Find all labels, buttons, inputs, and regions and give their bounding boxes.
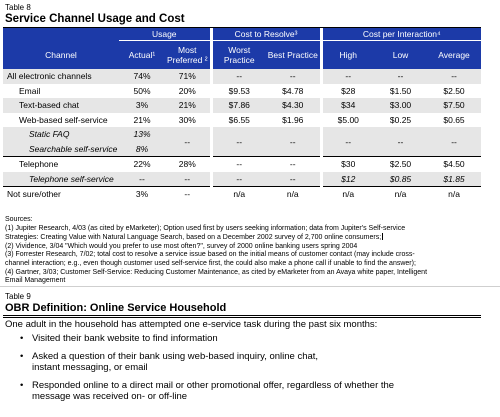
text-cursor: [382, 233, 383, 240]
row-average: $7.50: [427, 98, 481, 113]
row-actual: 22%: [119, 157, 165, 172]
list-item-text: instant messaging, or email: [32, 362, 148, 373]
table-row: [3, 84, 481, 99]
row-average: $0.65: [443, 114, 465, 125]
row-best: $1.96: [282, 114, 304, 125]
source-line: (4) Gartner, 3/03; Customer Self-Service: Reducing Customer Maintenance, as cited by eMarketer from an Avaya white paper, Intelligent: [5, 268, 428, 276]
row-average: $4.50: [427, 157, 481, 172]
row-best: --: [266, 127, 321, 157]
row-best: $4.30: [266, 98, 321, 113]
row-average: --: [427, 69, 481, 84]
row-low: $0.85: [374, 172, 427, 187]
row-channel: Telephone: [3, 157, 119, 172]
row-average: n/a: [427, 187, 481, 202]
row-low: $2.50: [374, 157, 427, 172]
row-high: $12: [321, 172, 374, 187]
row-best: $4.78: [282, 85, 304, 96]
source-line: (2) Vividence, 3/04 "Which would you prefer to use most often?", survey of 2000 online banking users spring 2004: [5, 242, 358, 250]
row-best: --: [266, 69, 321, 84]
list-item: [20, 351, 460, 373]
row-best: --: [266, 172, 321, 187]
table-9-rule: [3, 315, 481, 316]
header-cost-per-interaction: Cost per Interaction⁴: [321, 28, 481, 41]
row-channel: Text-based chat: [3, 98, 119, 113]
table-8-title: Service Channel Usage and Cost: [5, 13, 185, 25]
row-high: $5.00: [321, 113, 374, 128]
row-actual: 13%: [119, 127, 165, 142]
bullet-icon: •: [20, 351, 24, 362]
row-worst: $7.86: [211, 98, 266, 113]
row-worst: --: [211, 157, 266, 172]
row-actual: 3%: [119, 98, 165, 113]
row-worst: $6.55: [211, 113, 266, 128]
row-channel: All electronic channels: [3, 69, 119, 84]
row-preferred: --: [165, 127, 211, 157]
header-row-groups: [3, 28, 481, 41]
row-worst: --: [211, 69, 266, 84]
sources-notes: [5, 216, 475, 286]
row-average: $2.50: [443, 85, 465, 96]
row-low: --: [374, 69, 427, 84]
row-actual: 8%: [119, 142, 165, 157]
row-high: $30: [321, 157, 374, 172]
row-worst: $9.53: [211, 84, 266, 99]
row-high: --: [321, 127, 374, 157]
header-blank: [3, 28, 119, 41]
row-worst: --: [211, 127, 266, 157]
header-actual: Actual¹: [119, 41, 165, 70]
table-row: [3, 113, 481, 128]
row-best: n/a: [266, 187, 321, 202]
list-item-text: Visited their bank website to find information: [32, 333, 218, 344]
section-divider: [0, 286, 500, 287]
list-item-text: Responded online to a direct mail or other promotional offer, regardless of whether the: [32, 380, 395, 391]
definition-list: [20, 333, 460, 409]
service-channel-table: [3, 28, 481, 202]
table-9-label: Table 9: [5, 292, 31, 301]
row-preferred: 30%: [178, 114, 196, 125]
header-row-columns: [3, 41, 481, 70]
table-row: [3, 172, 481, 187]
table-9-title: OBR Definition: Online Service Household: [5, 302, 227, 314]
header-average: Average: [427, 41, 481, 70]
row-channel: Searchable self-service: [3, 142, 119, 157]
table-row: [3, 69, 481, 84]
row-channel: Email: [19, 85, 41, 96]
table-9-intro: One adult in the household has attempted one e-service task during the past six months:: [5, 319, 378, 330]
row-preferred: --: [165, 187, 211, 202]
source-line: (3) Forrester Research, 7/02; total cost to resolve a service issue based on the initial means of customer contact (may include cross-: [5, 251, 415, 259]
row-low: $0.25: [389, 114, 412, 125]
row-high: --: [321, 69, 374, 84]
list-item-text: Asked a question of their bank using web-based inquiry, online chat,: [32, 351, 319, 362]
row-actual: 3%: [119, 187, 165, 202]
row-actual: --: [119, 172, 165, 187]
row-best: --: [266, 157, 321, 172]
row-preferred: 28%: [165, 157, 211, 172]
list-item: [20, 333, 460, 344]
sources-heading: Sources:: [5, 216, 33, 223]
row-channel: Telephone self-service: [3, 172, 119, 187]
row-high: $34: [321, 98, 374, 113]
row-channel: Web-based self-service: [19, 114, 108, 125]
row-low: n/a: [374, 187, 427, 202]
row-actual: 74%: [119, 69, 165, 84]
header-cost-to-resolve: Cost to Resolve³: [211, 28, 321, 41]
bullet-icon: •: [20, 333, 24, 344]
header-usage: Usage: [119, 28, 211, 41]
header-high: High: [321, 41, 374, 70]
table-row: [3, 157, 481, 172]
row-worst: --: [211, 172, 266, 187]
row-worst: n/a: [211, 187, 266, 202]
bullet-icon: •: [20, 380, 24, 391]
row-low: $3.00: [374, 98, 427, 113]
row-actual: 21%: [133, 114, 151, 125]
header-channel: Channel: [3, 41, 119, 70]
header-most-preferred: Most Preferred ²: [165, 41, 211, 70]
table-row: [3, 98, 481, 113]
row-preferred: 21%: [165, 98, 211, 113]
row-average: $1.85: [427, 172, 481, 187]
table-row: [3, 127, 481, 142]
source-line-text: Strategies: Creating Value with Natural Language Search, based on a December 2002 survey of 2,700 online consumers;: [5, 234, 382, 242]
list-item: [20, 380, 460, 402]
row-actual: 50%: [133, 85, 151, 96]
header-worst-practice: Worst Practice: [211, 41, 266, 70]
source-line: Email Management: [5, 277, 66, 285]
source-line: channel interaction; e.g., even though customer used self-service first, the could also make a phone call if unable to find the answer);: [5, 259, 416, 267]
source-line: (1) Jupiter Research, 4/03 (as cited by eMarketer); Option used first by users seeking information; data from Jupiter's Self-service: [5, 224, 406, 232]
row-channel: Not sure/other: [3, 187, 119, 202]
header-best-practice: Best Practice: [266, 41, 321, 70]
row-low: --: [374, 127, 427, 157]
table-9-rule: [3, 317, 481, 318]
row-average: --: [427, 127, 481, 157]
row-preferred: --: [165, 172, 211, 187]
row-high: n/a: [321, 187, 374, 202]
source-line: [5, 233, 475, 243]
header-low: Low: [374, 41, 427, 70]
row-high: $28: [321, 84, 374, 99]
row-channel: Static FAQ: [3, 127, 119, 142]
row-preferred: 71%: [165, 69, 211, 84]
row-preferred: 20%: [178, 85, 196, 96]
list-item-text: message was received on- or off-line: [32, 391, 188, 402]
table-row: [3, 187, 481, 202]
table-8-label: Table 8: [5, 3, 31, 12]
row-low: $1.50: [389, 85, 412, 96]
